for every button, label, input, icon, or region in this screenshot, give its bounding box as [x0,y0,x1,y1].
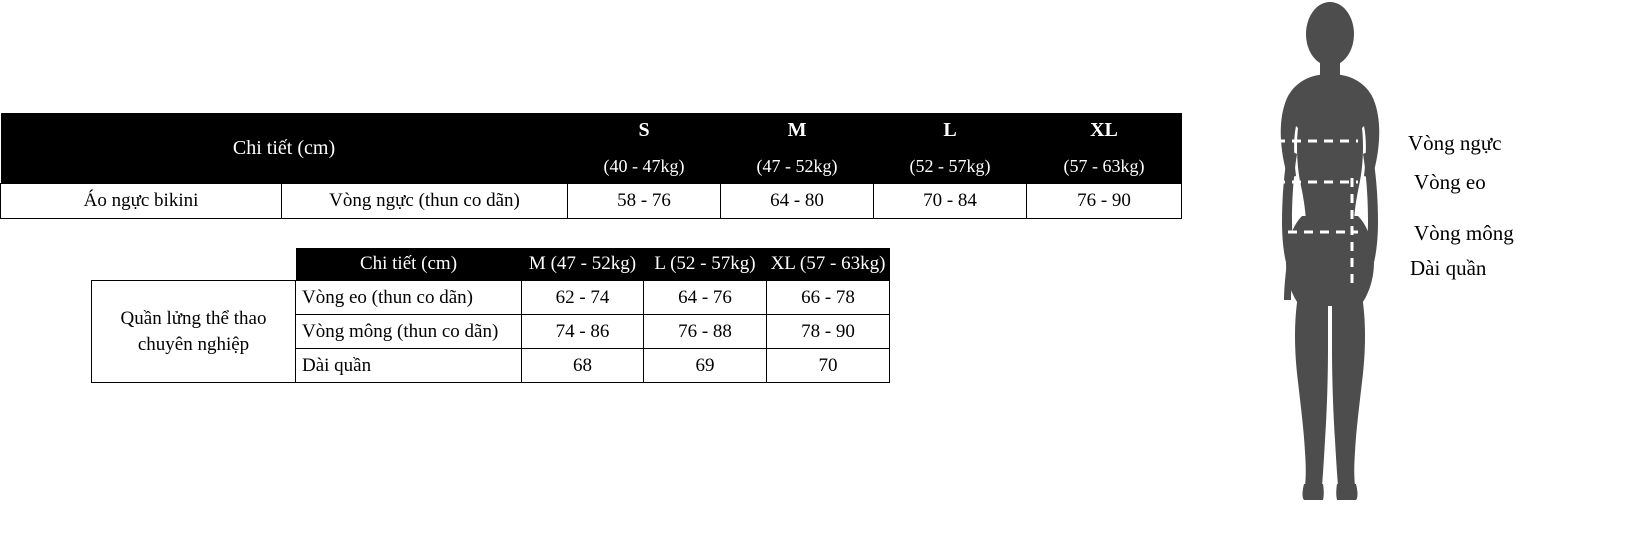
table-row [92,281,890,315]
size-header-s [568,113,721,184]
value-hip-l: 76 - 88 [644,315,767,349]
size-header-xl [1027,113,1182,184]
value-bust-s: 58 - 76 [568,184,721,219]
value-length-m: 68 [522,349,644,383]
size-weight-l: (52 - 57kg) [909,156,991,176]
value-hip-m: 74 - 86 [522,315,644,349]
size-header-l: L (52 - 57kg) [644,248,767,281]
bikini-bra-size-table [0,113,1182,219]
silhouette-shape [1281,2,1379,500]
detail-header-cell: Chi tiết (cm) [296,248,522,281]
measure-length: Dài quần [296,349,522,383]
table-header-row [92,248,890,281]
size-header-m [721,113,874,184]
value-bust-xl: 76 - 90 [1027,184,1182,219]
detail-header-cell: Chi tiết (cm) [1,113,568,184]
product-name-line1: Quần lửng thể thao [120,307,267,329]
sport-leggings-size-table [91,248,890,383]
size-name-xl: XL [1090,119,1118,141]
value-bust-m: 64 - 80 [721,184,874,219]
measure-waist: Vòng eo (thun co dãn) [296,281,522,315]
size-header-l [874,113,1027,184]
value-waist-m: 62 - 74 [522,281,644,315]
value-hip-xl: 78 - 90 [767,315,890,349]
value-length-xl: 70 [767,349,890,383]
measure-hip: Vòng mông (thun co dãn) [296,315,522,349]
size-name-l: L [943,119,957,141]
value-bust-l: 70 - 84 [874,184,1027,219]
figure-label-waist: Vòng eo [1414,170,1486,194]
size-name-s: S [638,119,650,141]
table-row [1,184,1182,219]
product-name-line2: chuyên nghiệp [137,333,250,355]
size-name-m: M [787,119,807,141]
product-name-sport-leggings [92,281,296,383]
figure-label-length: Dài quần [1410,256,1487,280]
figure-label-bust: Vòng ngực [1408,131,1502,155]
size-weight-s: (40 - 47kg) [603,156,685,176]
product-name-bikini-bra: Áo ngực bikini [1,184,282,219]
table-header-row [1,113,1182,184]
value-waist-xl: 66 - 78 [767,281,890,315]
value-length-l: 69 [644,349,767,383]
female-body-silhouette-figure [1240,0,1420,510]
size-weight-m: (47 - 52kg) [756,156,838,176]
size-header-m: M (47 - 52kg) [522,248,644,281]
value-waist-l: 64 - 76 [644,281,767,315]
measure-bust: Vòng ngực (thun co dãn) [282,184,568,219]
size-weight-xl: (57 - 63kg) [1063,156,1145,176]
corner-blank-cell [92,248,296,281]
figure-label-hip: Vòng mông [1414,221,1514,245]
size-header-xl: XL (57 - 63kg) [767,248,890,281]
